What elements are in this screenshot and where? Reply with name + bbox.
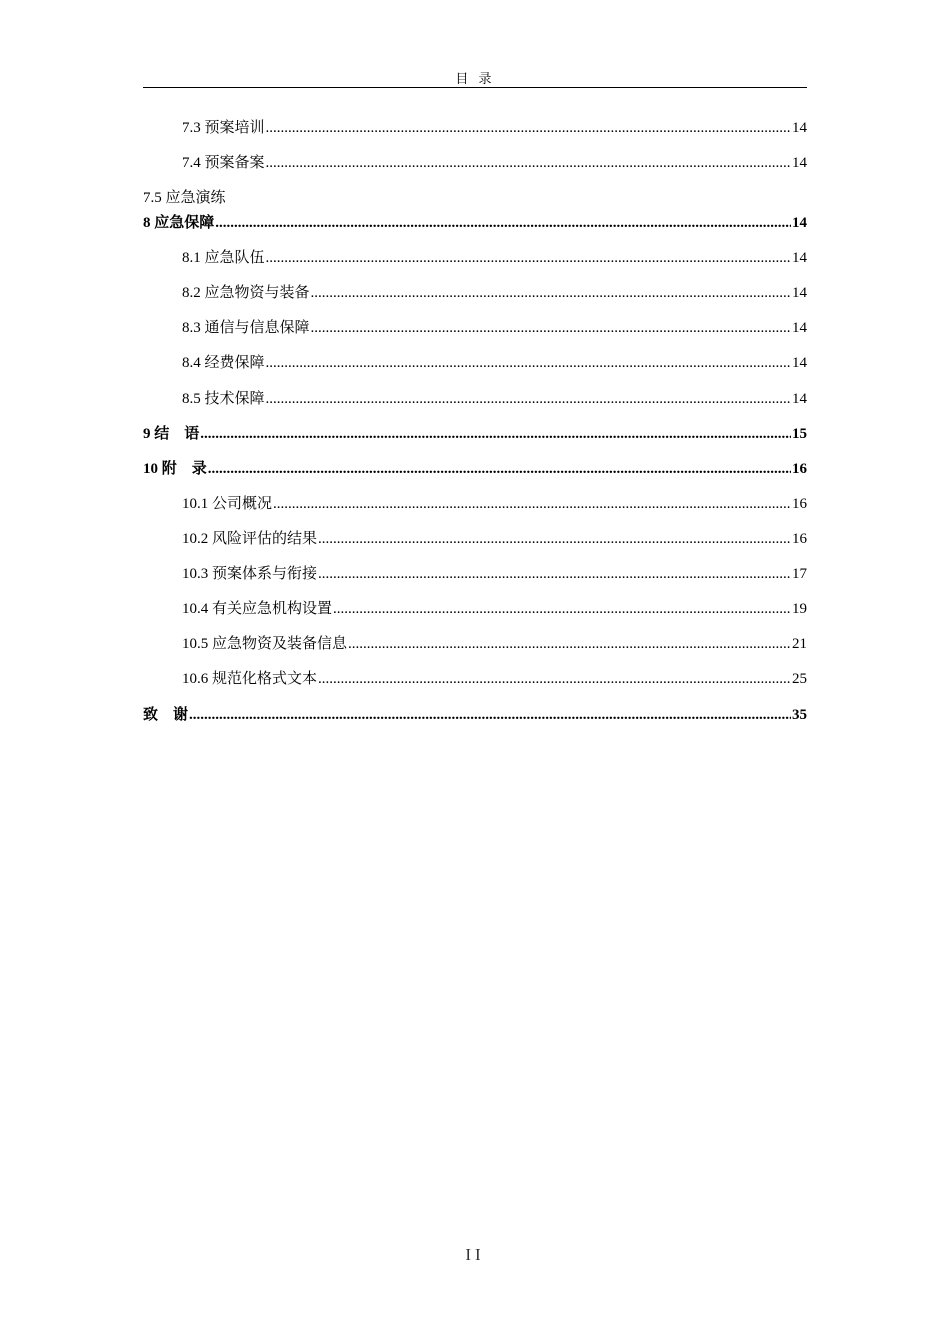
toc-entry-7-3[interactable] (182, 118, 807, 138)
toc-entry-page: 25 (792, 671, 807, 687)
dot-leader (311, 283, 791, 303)
dot-leader (266, 153, 791, 173)
dot-leader (273, 494, 791, 514)
toc-entry-10-6[interactable] (182, 669, 807, 689)
toc-entry-8-3[interactable] (182, 318, 807, 338)
dot-leader (266, 389, 791, 409)
toc-entry-title: 7.5 应急演练 (143, 190, 226, 206)
toc-entry-10-1[interactable] (182, 494, 807, 514)
header-rule (143, 87, 807, 88)
toc-entry-8[interactable] (143, 213, 807, 233)
toc-entry-title: 10 附 录 (143, 461, 207, 477)
toc-entry-page: 14 (792, 391, 807, 407)
toc-entry-7-4[interactable] (182, 153, 807, 173)
toc-entry-title: 10.5 应急物资及装备信息 (182, 636, 348, 652)
toc-entry-10-3[interactable] (182, 564, 807, 584)
toc-entry-page: 14 (792, 120, 807, 136)
toc-entry-page: 17 (792, 566, 807, 582)
dot-leader (189, 705, 791, 725)
toc-entry-8-5[interactable] (182, 389, 807, 409)
toc-entry-page: 16 (792, 531, 807, 547)
dot-leader (318, 529, 791, 549)
toc-entry-title: 8 应急保障 (143, 215, 215, 231)
toc-entry-page: 14 (792, 320, 807, 336)
toc-entry-title: 8.3 通信与信息保障 (182, 320, 310, 336)
toc-entry-title: 10.1 公司概况 (182, 496, 273, 512)
toc-entry-page: 21 (792, 636, 807, 652)
toc-entry-9[interactable] (143, 424, 807, 444)
toc-entry-page: 19 (792, 601, 807, 617)
toc-entry-8-4[interactable] (182, 353, 807, 373)
toc-entry-page: 14 (792, 250, 807, 266)
toc-entry-7-5[interactable] (143, 188, 226, 208)
dot-leader (266, 353, 791, 373)
dot-leader (348, 634, 791, 654)
toc-entry-10-2[interactable] (182, 529, 807, 549)
dot-leader (266, 248, 791, 268)
dot-leader (208, 459, 791, 479)
toc-entry-title: 10.4 有关应急机构设置 (182, 601, 333, 617)
toc-entry-title: 致 谢 (143, 707, 189, 723)
dot-leader (333, 599, 791, 619)
toc-entry-title: 8.5 技术保障 (182, 391, 265, 407)
dot-leader (311, 318, 791, 338)
dot-leader (200, 424, 791, 444)
dot-leader (318, 669, 791, 689)
dot-leader (266, 118, 791, 138)
toc-entry-page: 16 (792, 496, 807, 512)
toc-entry-acknowledgements[interactable] (143, 705, 807, 725)
toc-entry-title: 7.3 预案培训 (182, 120, 265, 136)
toc-entry-page: 14 (792, 215, 807, 231)
toc-entry-title: 10.6 规范化格式文本 (182, 671, 318, 687)
toc-entry-title: 8.1 应急队伍 (182, 250, 265, 266)
toc-entry-title: 10.3 预案体系与衔接 (182, 566, 318, 582)
dot-leader (215, 213, 791, 233)
dot-leader (318, 564, 791, 584)
toc-entry-page: 35 (792, 707, 807, 723)
toc-entry-title: 8.4 经费保障 (182, 355, 265, 371)
toc-entry-page: 14 (792, 355, 807, 371)
toc-entry-title: 7.4 预案备案 (182, 155, 265, 171)
page-number: II (465, 1245, 485, 1264)
toc-entry-10[interactable] (143, 459, 807, 479)
toc-entry-8-1[interactable] (182, 248, 807, 268)
toc-entry-page: 15 (792, 426, 807, 442)
toc-entry-page: 14 (792, 285, 807, 301)
toc-entry-title: 9 结 语 (143, 426, 200, 442)
toc-entry-8-2[interactable] (182, 283, 807, 303)
toc-entry-10-4[interactable] (182, 599, 807, 619)
toc-entry-title: 8.2 应急物资与装备 (182, 285, 310, 301)
toc-entry-10-5[interactable] (182, 634, 807, 654)
toc-entry-page: 16 (792, 461, 807, 477)
running-header: 目 录 (455, 72, 495, 87)
toc-entry-page: 14 (792, 155, 807, 171)
toc-entry-title: 10.2 风险评估的结果 (182, 531, 318, 547)
